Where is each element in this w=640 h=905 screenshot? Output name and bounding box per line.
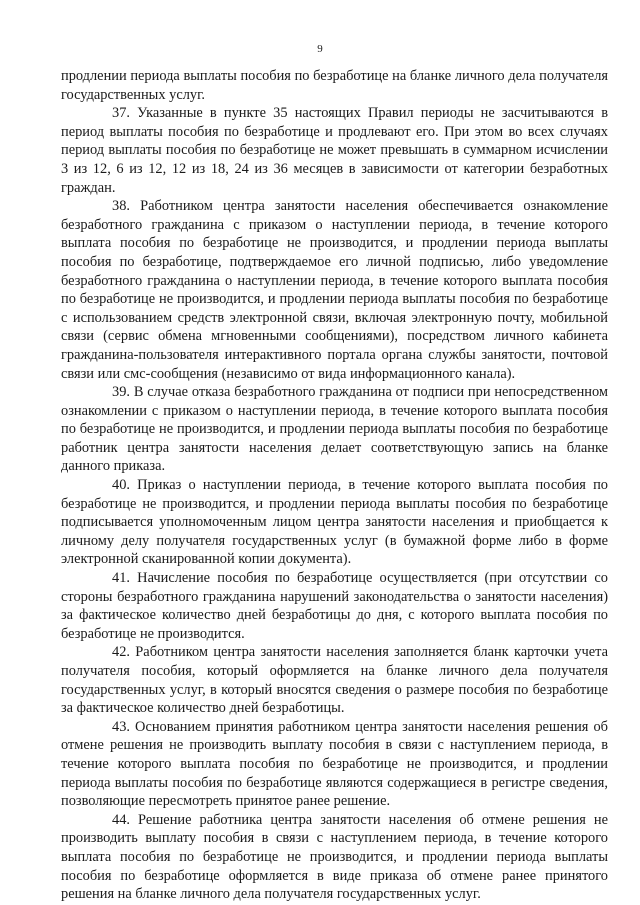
paragraph-43: 43. Основанием принятия работником центра занятости населения решения об отмене решения не производить выплату пособия в связи с наступлением периода, в течение которого выплата пособия по безработице не производится, и продлении периода выплаты пособия по безработице являются содержащиеся в регистре сведения, позволяющие пересмотреть принятое ранее решение. (61, 718, 608, 810)
paragraph-38: 38. Работником центра занятости населения обеспечивается ознакомление безработного гражданина с приказом о наступлении периода, в течение которого выплата пособия по безработице не производится, и продлении периода выплаты пособия по безработице, подтверждаемое его личной подписью, либо уведомление безработного гражданина о наступлении периода, в течение которого выплата пособия по безработице не производится, и продлении периода выплаты пособия по безработице с использованием средств электронной связи, включая электронную почту, мобильной связи (сервис обмена мгновенными сообщениями), посредством личного кабинета гражданина-пользователя интерактивного портала органа службы занятости, почтовой связи или смс-сообщения (независимо от вида информационного канала). (61, 198, 608, 382)
document-body (61, 67, 608, 904)
paragraph-40: 40. Приказ о наступлении периода, в течение которого выплата пособия по безработице не производится, и продлении периода выплаты пособия по безработице подписывается уполномоченным лицом центра занятости населения и приобщается к личному делу получателя государственных услуг (в бумажной форме либо в форме электронной сканированной копии документа). (61, 477, 608, 568)
paragraph-37: 37. Указанные в пункте 35 настоящих Правил периоды не засчитываются в период выплаты пособия по безработице и продлевают его. При этом во всех случаях период выплаты пособия по безработице не может превышать в суммарном исчислении 3 из 12, 6 из 12, 12 из 18, 24 из 36 месяцев в зависимости от категории безработных граждан. (61, 105, 608, 196)
paragraph-continuation: продлении периода выплаты пособия по безработице на бланке личного дела получателя государственных услуг. (61, 68, 608, 103)
page-number: 9 (317, 43, 323, 55)
paragraph-39: 39. В случае отказа безработного гражданина от подписи при непосредственном ознакомлении с приказом о наступлении периода, в течение которого выплата пособия по безработице не производится, и продлении периода выплаты пособия по безработице работник центра занятости населения делает соответствующую запись на бланке данного приказа. (61, 384, 608, 475)
paragraph-42: 42. Работником центра занятости населения заполняется бланк карточки учета получателя пособия, который оформляется на бланке личного дела получателя государственных услуг, в который вносятся сведения о размере пособия по безработице за фактическое количество дней безработицы. (61, 644, 608, 717)
paragraph-41: 41. Начисление пособия по безработице осуществляется (при отсутствии со стороны безработного гражданина нарушений законодательства о занятости населения) за фактическое количество дней безработицы до дня, с которого выплата пособия по безработице не производится. (61, 570, 608, 642)
paragraph-44: 44. Решение работника центра занятости населения об отмене решения не производить выплату пособия в связи с наступлением периода, в течение которого выплата пособия по безработице не производится, и продлении периода выплаты пособия по безработице оформляется в виде приказа об отмене ранее принятого решения на бланке личного дела получателя государственных услуг. (61, 811, 608, 903)
